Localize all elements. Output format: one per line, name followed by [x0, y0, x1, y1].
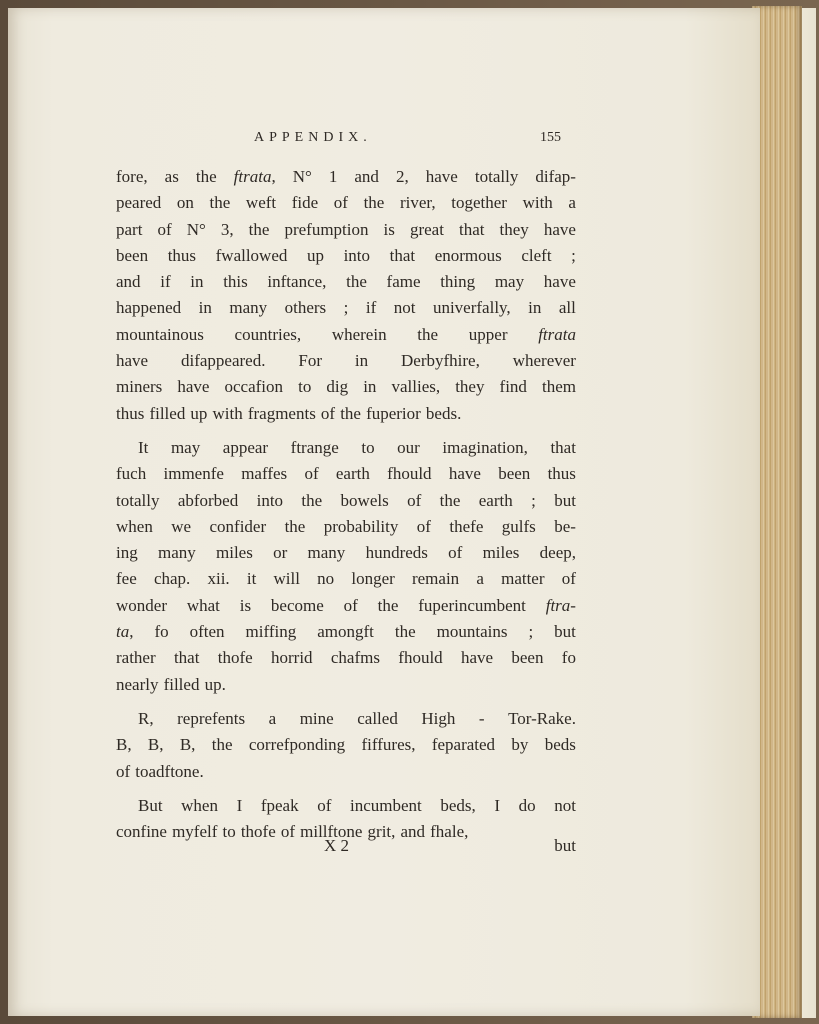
- word: thefe: [449, 516, 484, 536]
- word: thofe: [217, 648, 253, 668]
- page-footer: [116, 836, 576, 860]
- word: longer: [351, 569, 395, 589]
- word: what: [186, 595, 220, 615]
- word: High: [421, 708, 456, 728]
- word: For: [298, 351, 322, 371]
- word: the: [211, 735, 233, 755]
- word: of: [304, 464, 319, 484]
- word: incumbent: [349, 795, 422, 815]
- word: B,: [179, 735, 196, 755]
- word: fhould: [387, 464, 432, 484]
- word: fragments: [247, 403, 316, 423]
- word: that: [458, 219, 485, 239]
- word: that: [389, 245, 416, 265]
- word: they: [499, 219, 529, 239]
- text-line: [116, 435, 576, 461]
- word: of: [317, 795, 332, 815]
- word: called: [357, 708, 398, 728]
- word: myfelf: [172, 822, 218, 842]
- word: the: [417, 324, 439, 344]
- word: toadftone.: [135, 761, 204, 781]
- word: N°: [292, 167, 312, 186]
- word: our: [397, 437, 420, 457]
- word: occafion: [224, 377, 284, 397]
- text-line: [116, 217, 576, 243]
- word: I: [236, 795, 243, 815]
- word: to: [222, 822, 236, 842]
- word: chap.: [153, 569, 191, 589]
- word: fo: [154, 622, 169, 642]
- word: wherein: [331, 324, 387, 344]
- word: in: [198, 298, 212, 318]
- word: Derbyfhire,: [401, 351, 480, 371]
- word: the: [301, 490, 323, 510]
- word: and: [354, 167, 379, 186]
- word: difap-: [535, 167, 576, 186]
- text-line: [116, 461, 576, 487]
- word: mine: [299, 708, 334, 728]
- word: totally: [474, 167, 519, 186]
- word: the: [346, 272, 367, 292]
- word: fhale,: [430, 822, 469, 842]
- paragraph-gap: [116, 698, 576, 706]
- word: difappeared.: [180, 351, 266, 371]
- word: amongft: [317, 622, 374, 642]
- word: if: [365, 298, 377, 318]
- text-line: [116, 190, 576, 216]
- word: the: [195, 167, 217, 186]
- word: many: [157, 543, 196, 563]
- word: ;: [343, 298, 349, 318]
- word: find: [499, 377, 527, 397]
- word: if: [160, 272, 171, 292]
- word: dig: [326, 377, 349, 397]
- word: ftrata: [538, 324, 576, 344]
- word: fuperior: [366, 403, 421, 423]
- word: miffing: [245, 622, 297, 642]
- word: ;: [531, 490, 536, 510]
- word: correfponding: [248, 735, 346, 755]
- word: have: [448, 464, 481, 484]
- word: B,: [147, 735, 164, 755]
- text-line: [116, 269, 576, 295]
- word: part: [116, 219, 143, 239]
- word: to: [298, 377, 312, 397]
- word: thus: [547, 464, 576, 484]
- word: maffes: [241, 464, 288, 484]
- word: rather: [116, 648, 156, 668]
- word: univerfally,: [432, 298, 511, 318]
- word: this: [223, 272, 248, 292]
- word: confine: [116, 822, 167, 842]
- running-head: [0, 130, 819, 152]
- word: reprefents: [177, 708, 246, 728]
- text-line: [116, 672, 576, 698]
- text-line: [116, 540, 576, 566]
- word: of: [333, 193, 348, 213]
- word: mountains: [436, 622, 508, 642]
- word: fwallowed: [215, 245, 288, 265]
- word: have: [425, 167, 458, 186]
- word: abforbed: [177, 490, 239, 510]
- word: horrid: [271, 648, 313, 668]
- word: miles: [482, 543, 520, 563]
- word: the: [439, 490, 461, 510]
- word: been: [498, 464, 531, 484]
- text-line: [116, 401, 576, 427]
- word: fpeak: [260, 795, 299, 815]
- text-line: [116, 593, 576, 619]
- word: fide: [291, 193, 319, 213]
- word: when: [181, 795, 218, 815]
- word: become: [270, 595, 324, 615]
- word: but: [554, 622, 576, 642]
- word: the: [394, 622, 416, 642]
- word: feparated: [431, 735, 496, 755]
- word: into: [256, 490, 284, 510]
- word: beds,: [440, 795, 476, 815]
- signature-mark: X 2: [324, 836, 350, 855]
- word: the: [248, 219, 270, 239]
- word: 2,: [395, 167, 409, 186]
- word: others: [284, 298, 327, 318]
- word: all: [558, 298, 576, 318]
- word: fhould: [398, 648, 443, 668]
- word: have: [460, 648, 494, 668]
- word: up.: [204, 674, 226, 694]
- word: remain: [411, 569, 460, 589]
- word: prefumption: [284, 219, 369, 239]
- word: many: [307, 543, 346, 563]
- word: weft: [245, 193, 277, 213]
- text-line: [116, 374, 576, 400]
- word: nearly: [116, 674, 159, 694]
- word: up: [306, 245, 324, 265]
- word: enormous: [434, 245, 502, 265]
- word: ftrata,: [233, 167, 276, 186]
- word: a: [268, 708, 277, 728]
- word: may: [494, 272, 525, 292]
- text-line: [116, 295, 576, 321]
- word: of: [320, 403, 336, 423]
- word: peared: [116, 193, 162, 213]
- word: grit,: [367, 822, 396, 842]
- word: immenfe: [163, 464, 224, 484]
- word: filled: [163, 674, 200, 694]
- word: we: [171, 516, 192, 536]
- word: be-: [554, 516, 576, 536]
- word: fuperincumbent: [418, 595, 526, 615]
- text-line: [116, 793, 576, 819]
- word: and: [116, 272, 141, 292]
- word: Tor-Rake.: [508, 708, 576, 728]
- word: ing: [116, 543, 138, 563]
- word: of: [157, 219, 172, 239]
- word: into: [343, 245, 371, 265]
- text-line: [116, 645, 576, 671]
- word: will: [273, 569, 300, 589]
- body-text: [116, 164, 576, 845]
- word: inftance,: [267, 272, 327, 292]
- word: fee: [116, 569, 137, 589]
- running-head-title: APPENDIX.: [254, 130, 372, 145]
- word: is: [239, 595, 252, 615]
- paragraph-gap: [116, 427, 576, 435]
- word: it: [246, 569, 257, 589]
- word: that: [173, 648, 200, 668]
- word: on: [176, 193, 194, 213]
- word: earth: [335, 464, 370, 484]
- word: millftone: [300, 822, 363, 842]
- word: or: [273, 543, 288, 563]
- word: together: [451, 193, 507, 213]
- word: bowels: [340, 490, 389, 510]
- word: R,: [138, 708, 154, 728]
- word: But: [138, 795, 163, 815]
- word: ta,: [116, 622, 134, 642]
- word: as: [164, 167, 179, 186]
- text-line: [116, 322, 576, 348]
- word: when: [116, 516, 153, 536]
- word: fuch: [116, 464, 147, 484]
- word: ftra-: [545, 595, 576, 615]
- word: in: [190, 272, 204, 292]
- word: have: [116, 351, 149, 371]
- word: thing: [440, 272, 476, 292]
- word: they: [455, 377, 485, 397]
- text-line: [116, 732, 576, 758]
- word: with: [522, 193, 553, 213]
- word: the: [284, 516, 306, 536]
- text-line: [116, 619, 576, 645]
- word: not: [554, 795, 576, 815]
- page-number: 155: [540, 130, 561, 145]
- word: with: [212, 403, 243, 423]
- word: confider: [209, 516, 267, 536]
- word: of: [448, 543, 463, 563]
- word: thus: [167, 245, 197, 265]
- text-line: [116, 706, 576, 732]
- word: chafms: [330, 648, 380, 668]
- word: upper: [468, 324, 508, 344]
- word: filled: [149, 403, 186, 423]
- word: 3,: [220, 219, 234, 239]
- word: 1: [328, 167, 338, 186]
- word: the: [209, 193, 231, 213]
- text-line: [116, 759, 576, 785]
- word: not: [393, 298, 416, 318]
- word: thofe: [240, 822, 276, 842]
- word: imagination,: [442, 437, 528, 457]
- word: the: [340, 403, 361, 423]
- word: of: [407, 490, 422, 510]
- word: fiffures,: [361, 735, 416, 755]
- word: them: [541, 377, 576, 397]
- word: I: [494, 795, 501, 815]
- word: a: [568, 193, 576, 213]
- word: fore,: [116, 167, 148, 186]
- word: B,: [116, 735, 132, 755]
- text-line: [116, 488, 576, 514]
- word: miners: [116, 377, 163, 397]
- text-line: [116, 243, 576, 269]
- word: is: [383, 219, 395, 239]
- word: mountainous: [116, 324, 204, 344]
- word: been: [116, 245, 149, 265]
- word: by: [511, 735, 529, 755]
- word: river,: [399, 193, 436, 213]
- paragraph-gap: [116, 785, 576, 793]
- word: do: [518, 795, 536, 815]
- word: in: [363, 377, 377, 397]
- word: no: [317, 569, 335, 589]
- word: of: [561, 569, 576, 589]
- text-line: [116, 164, 576, 190]
- word: totally: [116, 490, 160, 510]
- word: ftrange: [290, 437, 339, 457]
- word: great: [409, 219, 444, 239]
- word: hundreds: [365, 543, 428, 563]
- word: N°: [186, 219, 206, 239]
- word: of: [343, 595, 358, 615]
- word: that: [550, 437, 576, 457]
- word: beds.: [425, 403, 462, 423]
- word: have: [543, 272, 576, 292]
- word: wonder: [116, 595, 167, 615]
- catchword: but: [554, 836, 576, 855]
- word: a: [476, 569, 484, 589]
- word: -: [478, 708, 485, 728]
- word: happened: [116, 298, 182, 318]
- word: in: [528, 298, 542, 318]
- word: many: [229, 298, 268, 318]
- word: deep,: [539, 543, 576, 563]
- word: of: [116, 761, 131, 781]
- text-line: [116, 348, 576, 374]
- text-line: [116, 514, 576, 540]
- word: may: [170, 437, 201, 457]
- word: have: [177, 377, 210, 397]
- word: fo: [561, 648, 576, 668]
- word: probability: [323, 516, 399, 536]
- word: cleft: [521, 245, 552, 265]
- word: have: [543, 219, 576, 239]
- word: xii.: [207, 569, 230, 589]
- word: ;: [528, 622, 534, 642]
- text-line: [116, 566, 576, 592]
- word: fame: [386, 272, 421, 292]
- word: countries,: [234, 324, 302, 344]
- word: but: [554, 490, 576, 510]
- word: appear: [222, 437, 269, 457]
- word: of: [416, 516, 431, 536]
- word: often: [189, 622, 225, 642]
- word: gulfs: [501, 516, 536, 536]
- word: been: [511, 648, 544, 668]
- word: wherever: [512, 351, 576, 371]
- word: to: [361, 437, 375, 457]
- word: thus: [116, 403, 145, 423]
- word: ;: [571, 245, 576, 265]
- word: the: [377, 595, 399, 615]
- word: miles: [216, 543, 253, 563]
- word: vallies,: [391, 377, 441, 397]
- word: of: [280, 822, 296, 842]
- word: earth: [478, 490, 513, 510]
- word: up: [190, 403, 208, 423]
- word: beds: [544, 735, 576, 755]
- word: and: [400, 822, 426, 842]
- word: in: [354, 351, 369, 371]
- word: matter: [501, 569, 545, 589]
- word: It: [138, 437, 149, 457]
- word: the: [363, 193, 385, 213]
